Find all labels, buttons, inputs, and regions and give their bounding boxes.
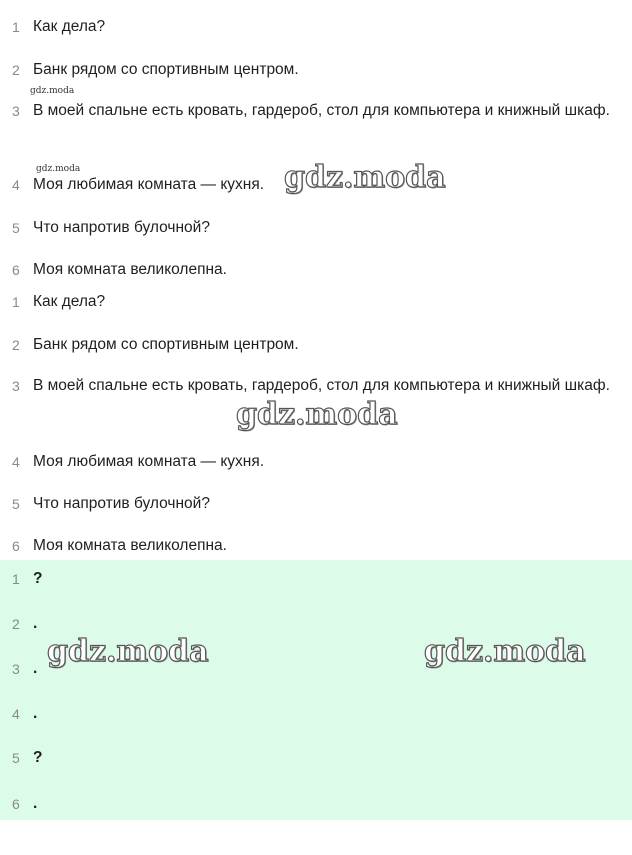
item-text: Что напротив булочной? (33, 219, 210, 236)
item-text: Банк рядом со спортивным центром. (33, 61, 299, 78)
item-text: . (33, 795, 38, 812)
item-text: ? (33, 749, 43, 766)
item-number: 3 (12, 661, 20, 677)
item-text: Моя комната великолепна. (33, 537, 227, 554)
item-text: Моя любимая комната — кухня. (33, 453, 265, 470)
item-number: 4 (12, 177, 20, 193)
item-number: 4 (12, 706, 20, 722)
watermark-large: gdz.moda (424, 634, 586, 669)
item-number: 5 (12, 496, 20, 512)
item-number: 3 (12, 103, 20, 119)
answer-block (0, 560, 632, 820)
item-number: 1 (12, 294, 20, 310)
item-number: 2 (12, 62, 20, 78)
item-text: . (33, 705, 38, 722)
item-text: Что напротив булочной? (33, 495, 210, 512)
item-text: В моей спальне есть кровать, гардероб, стол для компьютера и книжный шкаф. (33, 377, 610, 394)
watermark-large: gdz.moda (236, 397, 398, 432)
item-text: ? (33, 570, 43, 587)
item-number: 2 (12, 616, 20, 632)
item-text: . (33, 660, 38, 677)
item-number: 6 (12, 796, 20, 812)
item-text: . (33, 615, 38, 632)
item-number: 1 (12, 571, 20, 587)
item-text: В моей спальне есть кровать, гардероб, стол для компьютера и книжный шкаф. (33, 102, 610, 119)
item-number: 2 (12, 337, 20, 353)
watermark-large: gdz.moda (284, 160, 446, 195)
item-number: 1 (12, 19, 20, 35)
item-number: 6 (12, 262, 20, 278)
item-text: Моя любимая комната — кухня. (33, 176, 265, 193)
watermark-large: gdz.moda (47, 634, 209, 669)
item-text: Моя комната великолепна. (33, 261, 227, 278)
item-number: 5 (12, 220, 20, 236)
watermark-small: gdz.moda (36, 164, 81, 174)
item-text: Как дела? (33, 293, 106, 310)
watermark-small: gdz.moda (30, 86, 75, 96)
item-text: Как дела? (33, 18, 106, 35)
item-text: Банк рядом со спортивным центром. (33, 336, 299, 353)
item-number: 3 (12, 378, 20, 394)
item-number: 6 (12, 538, 20, 554)
item-number: 5 (12, 750, 20, 766)
item-number: 4 (12, 454, 20, 470)
